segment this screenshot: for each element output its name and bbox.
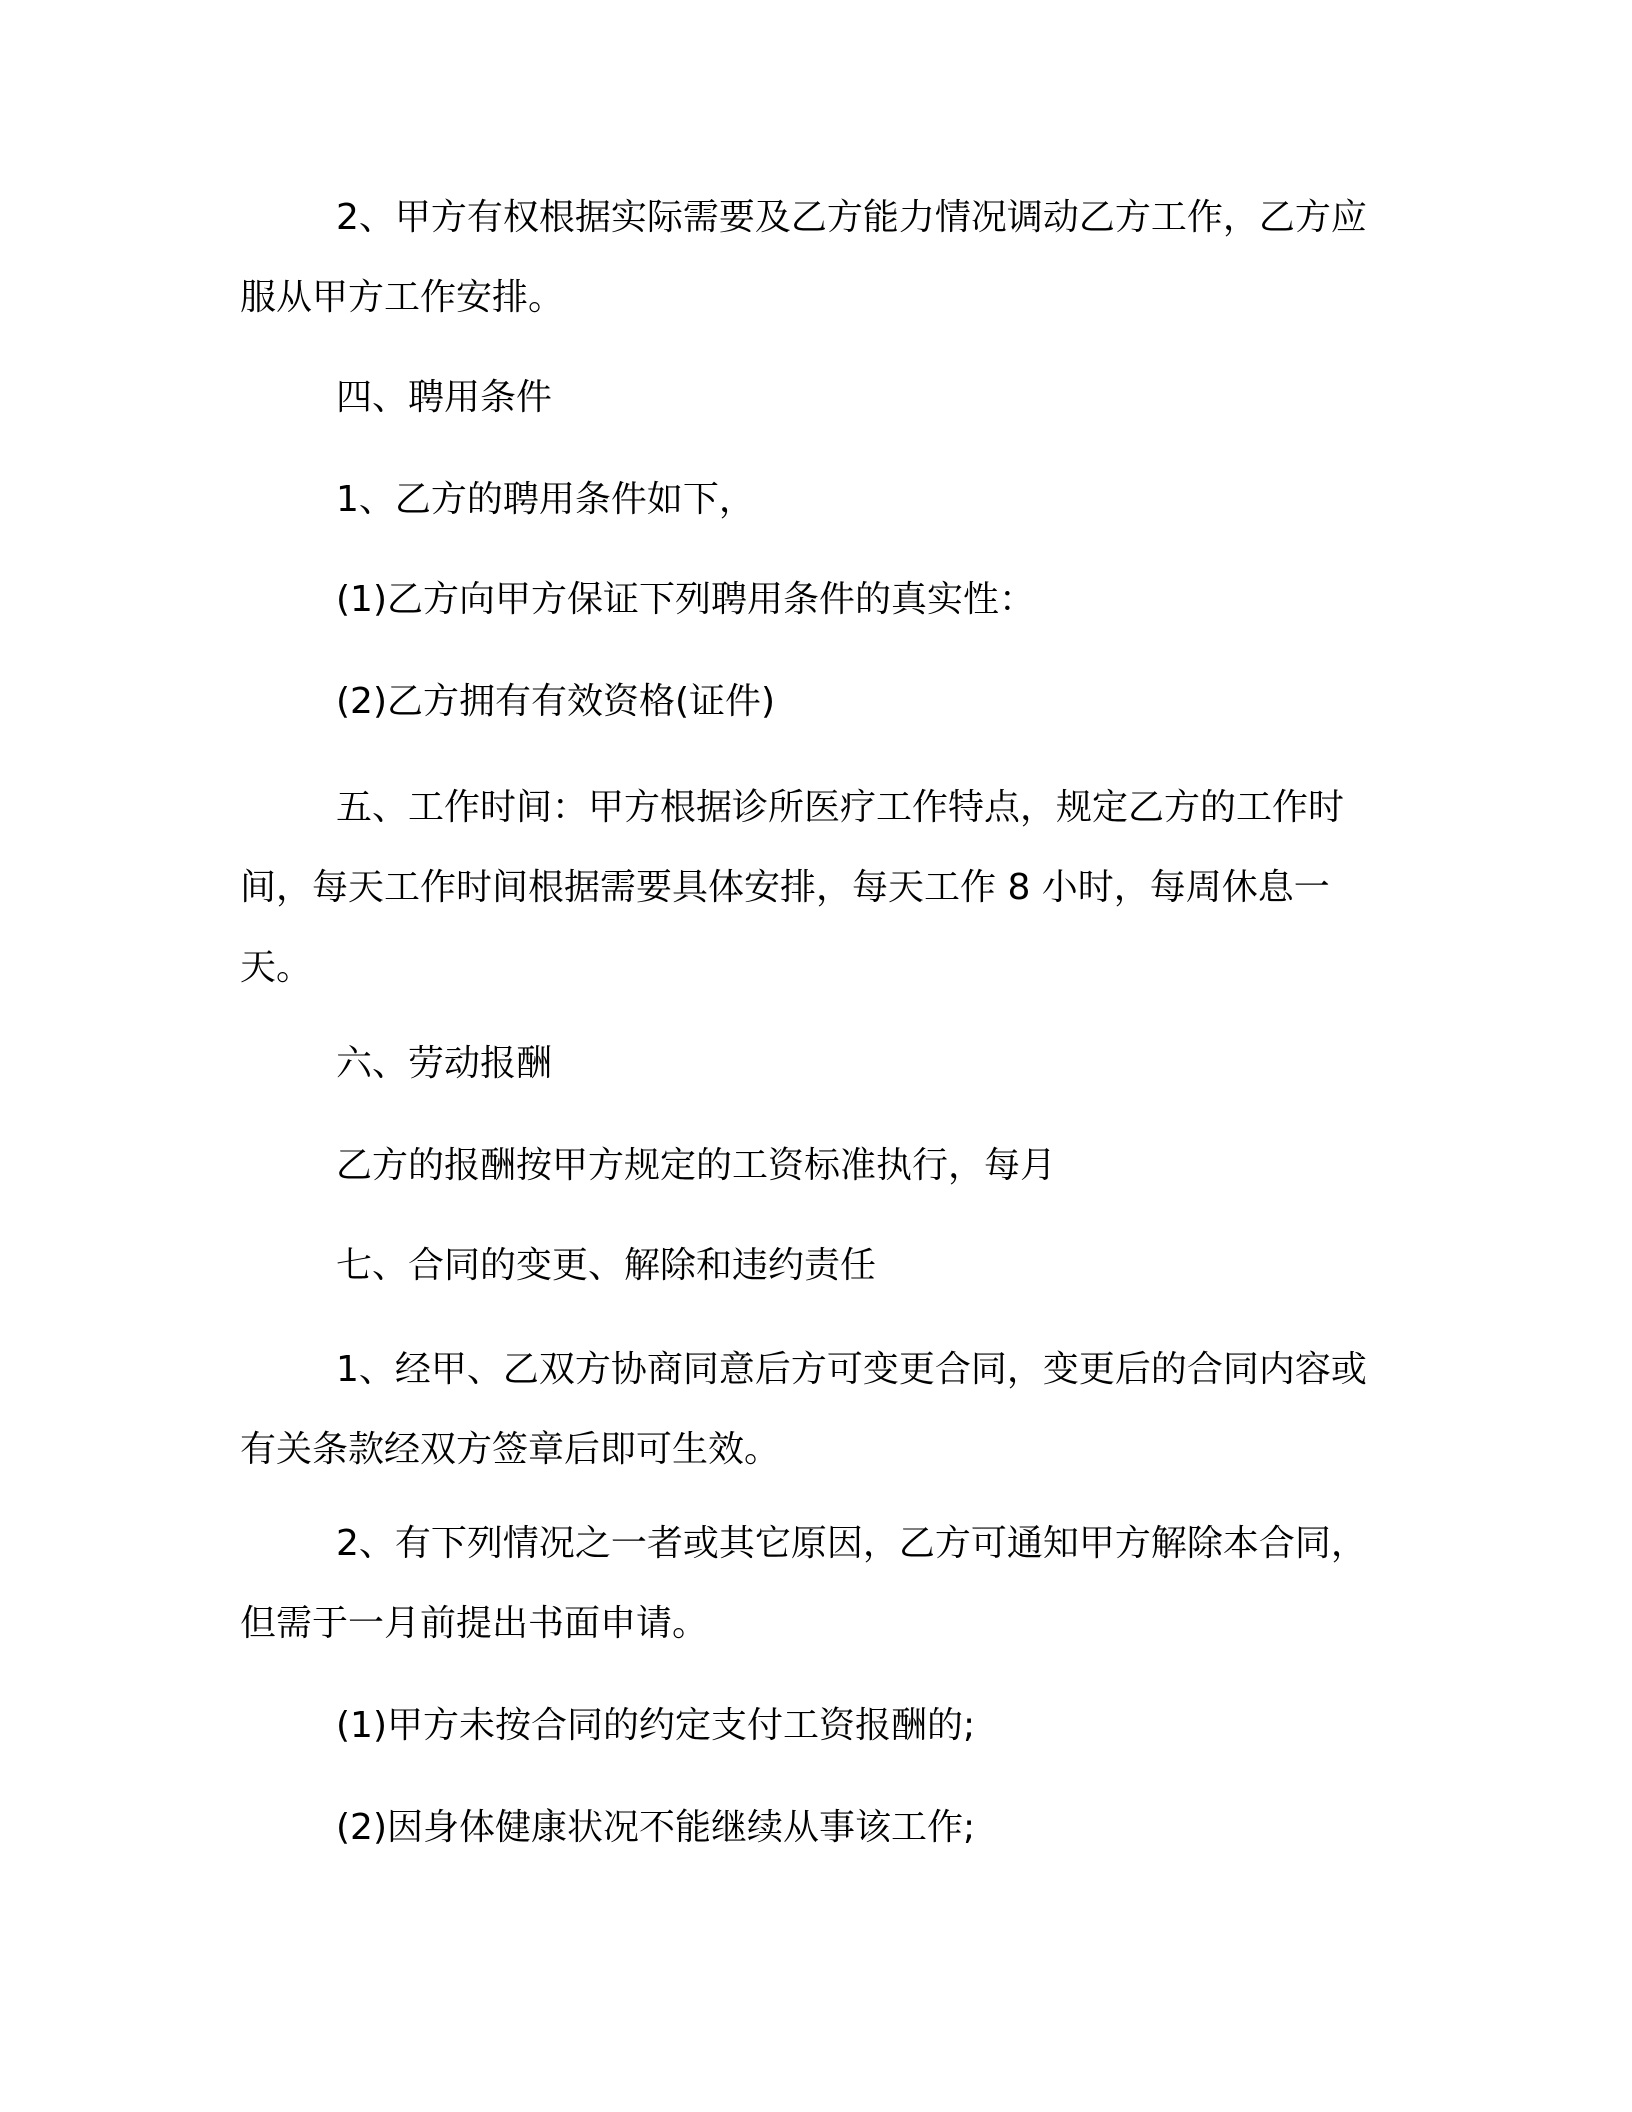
paragraph-working-hours: 五、工作时间：甲方根据诊所医疗工作特点，规定乙方的工作时间，每天工作时间根据需要具体安排，每天工作 8 小时，每周休息一天。 xyxy=(240,787,1345,988)
paragraph-conditions-intro: 1、乙方的聘用条件如下， xyxy=(336,479,755,520)
heading-contract-changes: 七、合同的变更、解除和违约责任 xyxy=(336,1245,877,1286)
paragraph-change-clause-1: 1、经甲、乙双方协商同意后方可变更合同，变更后的合同内容或有关条款经双方签章后即可生效。 xyxy=(240,1349,1367,1470)
paragraph-condition-2: (2)乙方拥有有效资格(证件) xyxy=(336,681,776,722)
paragraph-transfer-clause: 2、甲方有权根据实际需要及乙方能力情况调动乙方工作，乙方应服从甲方工作安排。 xyxy=(240,197,1367,318)
paragraph-termination-reason-2: (2)因身体健康状况不能继续从事该工作; xyxy=(336,1807,976,1848)
paragraph-condition-1: (1)乙方向甲方保证下列聘用条件的真实性： xyxy=(336,579,1035,620)
paragraph-remuneration: 乙方的报酬按甲方规定的工资标准执行，每月 xyxy=(336,1145,1057,1186)
heading-employment-conditions: 四、聘用条件 xyxy=(336,377,553,418)
heading-remuneration: 六、劳动报酬 xyxy=(336,1043,553,1084)
paragraph-termination-reason-1: (1)甲方未按合同的约定支付工资报酬的; xyxy=(336,1705,976,1746)
paragraph-termination-clause-2: 2、有下列情况之一者或其它原因，乙方可通知甲方解除本合同，但需于一月前提出书面申请。 xyxy=(240,1523,1367,1644)
